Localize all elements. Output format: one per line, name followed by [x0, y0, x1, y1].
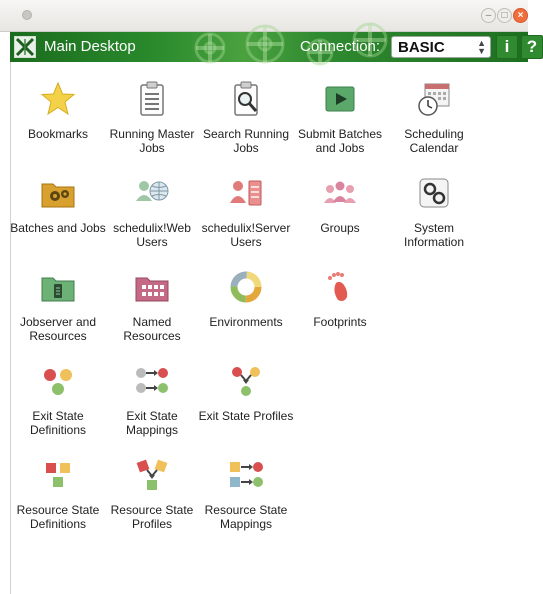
item-label: Batches and Jobs — [10, 221, 106, 235]
maximize-button[interactable]: □ — [497, 8, 512, 23]
jobserver-and-resources-item[interactable] — [11, 257, 105, 343]
item-label: Scheduling Calendar — [404, 127, 464, 155]
groups-icon — [322, 175, 358, 211]
resource-state-profiles-item[interactable] — [105, 445, 199, 531]
item-label: Resource State Mappings — [204, 503, 288, 531]
scheduling-calendar-item[interactable] — [387, 69, 481, 155]
calendar-clock-icon — [416, 81, 452, 117]
resource-state-mappings-item[interactable] — [199, 445, 293, 531]
item-label: Resource State Profiles — [110, 503, 194, 531]
bookmarks-item[interactable] — [11, 69, 105, 155]
exit-state-definitions-item[interactable] — [11, 351, 105, 437]
batches-and-jobs-item[interactable] — [11, 163, 105, 249]
groups-item[interactable] — [293, 163, 387, 249]
desktop-title: Main Desktop — [44, 38, 136, 55]
folder-server-icon — [40, 269, 76, 305]
footprint-icon — [322, 269, 358, 305]
web-users-icon — [134, 175, 170, 211]
spinner-arrows-icon: ▲ ▼ — [477, 38, 486, 56]
web-users-item[interactable] — [105, 163, 199, 249]
minimize-button[interactable]: – — [481, 8, 496, 23]
item-label: Exit State Mappings — [125, 409, 179, 437]
info-button[interactable]: i — [496, 35, 518, 59]
item-label: Named Resources — [123, 315, 181, 343]
folder-grid-icon — [134, 269, 170, 305]
item-label: Exit State Definitions — [29, 409, 87, 437]
item-label: Environments — [209, 315, 283, 329]
item-label: Exit State Profiles — [198, 409, 294, 423]
environments-item[interactable] — [199, 257, 293, 343]
item-label: Footprints — [313, 315, 367, 329]
search-running-jobs-item[interactable] — [199, 69, 293, 155]
gears-info-icon — [416, 175, 452, 211]
system-information-item[interactable] — [387, 163, 481, 249]
exit-state-profiles-icon — [228, 363, 264, 399]
resource-state-mappings-icon — [228, 457, 264, 493]
item-label: System Information — [403, 221, 465, 249]
clipboard-list-icon — [134, 81, 170, 117]
desktop-header — [10, 32, 538, 62]
server-users-item[interactable] — [199, 163, 293, 249]
close-button[interactable]: × — [513, 8, 528, 23]
server-users-icon — [228, 175, 264, 211]
window-menu-icon[interactable] — [22, 10, 32, 20]
item-label: Resource State Definitions — [16, 503, 100, 531]
submit-batches-and-jobs-item[interactable] — [293, 69, 387, 155]
item-label: Bookmarks — [27, 127, 89, 141]
item-label: Groups — [320, 221, 360, 235]
item-label: Running Master Jobs — [109, 127, 195, 155]
folder-gears-icon — [40, 175, 76, 211]
schedulix-logo-icon — [14, 36, 36, 58]
connection-value: BASIC — [398, 39, 445, 56]
named-resources-item[interactable] — [105, 257, 199, 343]
exit-state-mappings-item[interactable] — [105, 351, 199, 437]
item-label: schedulix!Server Users — [201, 221, 291, 249]
item-label: Search Running Jobs — [202, 127, 290, 155]
connection-label: Connection: — [300, 38, 381, 55]
star-icon — [40, 81, 76, 117]
exit-state-profiles-item[interactable] — [199, 351, 293, 437]
connection-select[interactable] — [391, 36, 491, 58]
resource-state-definitions-icon — [40, 457, 76, 493]
running-master-jobs-item[interactable] — [105, 69, 199, 155]
item-label: schedulix!Web Users — [113, 221, 191, 249]
item-label: Jobserver and Resources — [19, 315, 97, 343]
footprints-item[interactable] — [293, 257, 387, 343]
ring-icon — [228, 269, 264, 305]
item-label: Submit Batches and Jobs — [297, 127, 383, 155]
help-button[interactable]: ? — [521, 35, 543, 59]
clipboard-search-icon — [228, 81, 264, 117]
resource-state-definitions-item[interactable] — [11, 445, 105, 531]
exit-state-mappings-icon — [134, 363, 170, 399]
exit-state-definitions-icon — [40, 363, 76, 399]
resource-state-profiles-icon — [134, 457, 170, 493]
play-icon — [322, 81, 358, 117]
